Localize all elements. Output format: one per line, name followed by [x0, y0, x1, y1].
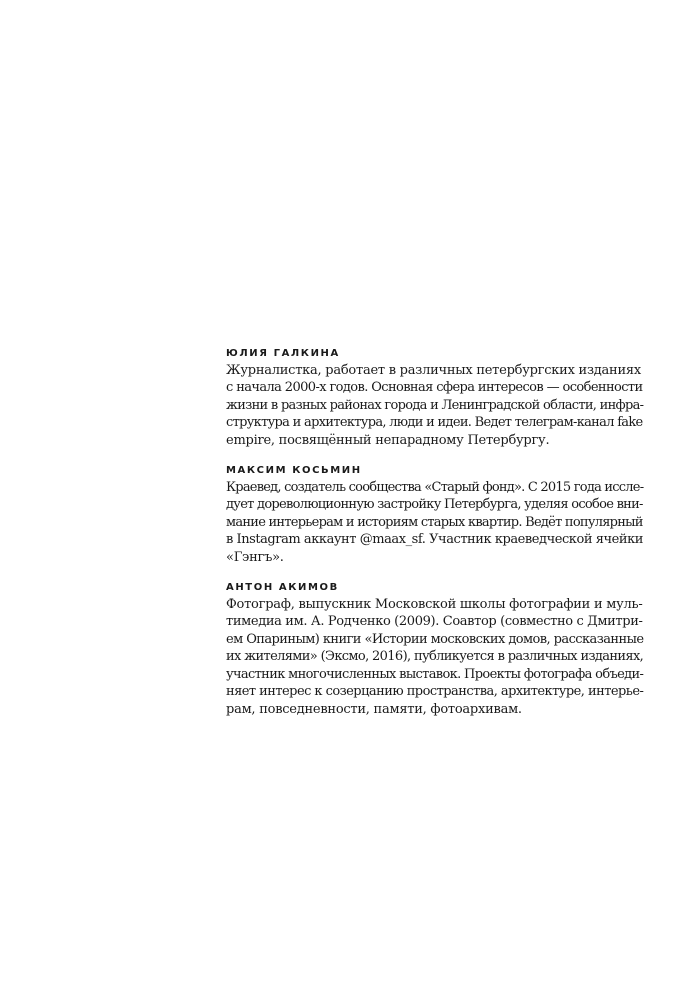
text-line: тимедиа им. А. Родченко (2009). Соавтор (совместно с Дмитри- [226, 614, 643, 630]
text-line: Журналистка, работает в различных петербургских изданиях [226, 363, 641, 378]
author-bio-akimov [226, 580, 646, 718]
text-line: Краевед, создатель сообщества «Старый фонд». С 2015 года иссле- [226, 480, 644, 496]
text-line: ем Опариным) книги «Истории московских домов, рассказанные [226, 631, 644, 647]
text-line: жизни в разных районах города и Ленинградской области, инфра- [226, 397, 644, 413]
text-line: их жителями» (Эксмо, 2016), публикуется в различных изданиях, [226, 649, 644, 665]
author-name: МАКСИМ КОСЬМИН [226, 465, 362, 477]
text-line: участник многочисленных выставок. Проекты фотографа объеди- [226, 666, 644, 682]
author-bio-galkina [226, 346, 646, 449]
author-bio-kosmin [226, 463, 646, 566]
text-line: в Instagram аккаунт @maax_sf. Участник краеведческой ячейки [226, 532, 643, 548]
text-line: empire, посвящённый непарадному Петербургу. [226, 432, 550, 448]
author-description [226, 362, 646, 449]
author-description [226, 596, 646, 718]
text-line: рам, повседневности, памяти, фотоархивам. [226, 701, 522, 717]
text-line: структура и архитектура, люди и идеи. Ведет телеграм-канал fake [226, 415, 643, 431]
author-name: АНТОН АКИМОВ [226, 582, 339, 594]
author-bios [226, 346, 646, 732]
text-line: няет интерес к созерцанию пространства, архитектуре, интерье- [226, 684, 644, 700]
text-line: Фотограф, выпускник Московской школы фотографии и муль- [226, 597, 643, 613]
text-line: «Гэнгъ». [226, 549, 284, 565]
text-line: с начала 2000-х годов. Основная сфера интересов — особенности [226, 380, 643, 396]
text-line: дует дореволюционную застройку Петербурга, уделяя особое вни- [226, 497, 643, 513]
author-name: ЮЛИЯ ГАЛКИНА [226, 348, 340, 359]
text-line: мание интерьерам и историям старых квартир. Ведёт популярный [226, 514, 643, 530]
author-description [226, 479, 646, 566]
